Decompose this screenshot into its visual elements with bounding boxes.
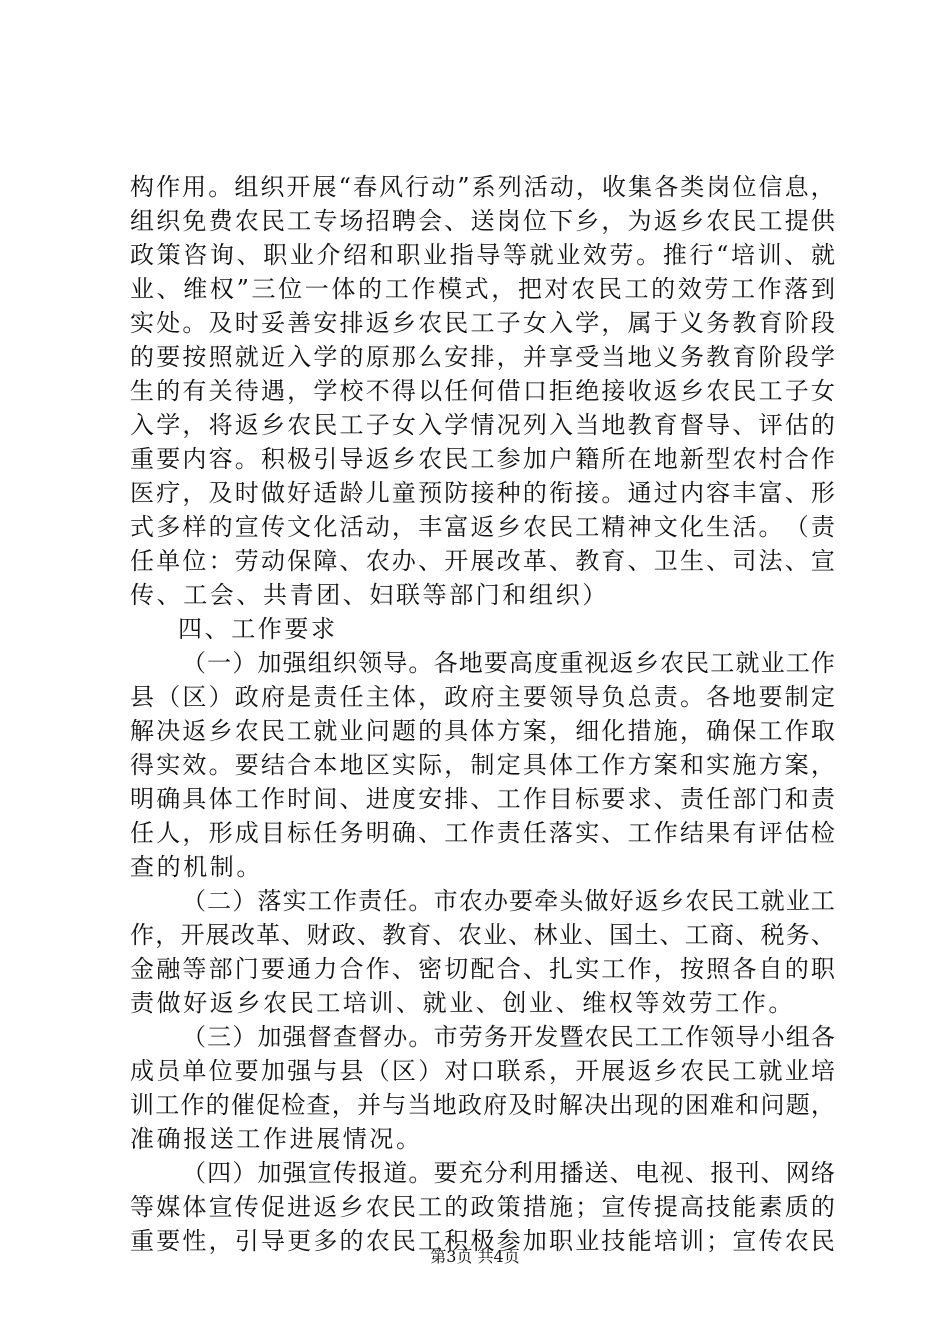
document-body <box>130 170 835 1258</box>
text-line: 任 单 位 ： 劳 动 保 障 、 农 办 、 开 展 改 革 、 教 育 、 卫 生 、 司 法 、 宣 <box>130 547 835 575</box>
text-line: （ 四 ） 加 强 宣 传 报 道 。 要 充 分 利 用 播 送 、 电 视 、 报 刊 、 网 络 <box>182 1159 835 1187</box>
text-line: 责做好返乡农民工培训、就业、创业、维权等效劳工作。 <box>130 989 795 1017</box>
text-line: 组 织 免 费 农 民 工 专 场 招 聘 会 、 送 岗 位 下 乡 ， 为 返 乡 农 民 工 提 供 <box>130 207 835 235</box>
text-line: 得 实 效 。 要 结 合 本 地 区 实 际 ， 制 定 具 体 工 作 方 案 和 实 施 方 案 ， <box>130 751 835 779</box>
section-heading: 四、工作要求 <box>178 615 338 643</box>
text-line: 任 人 ， 形 成 目 标 任 务 明 确 、 工 作 责 任 落 实 、 工 作 结 果 有 评 估 检 <box>130 819 835 847</box>
text-line: 成 员 单 位 要 加 强 与 县 （ 区 ） 对 口 联 系 ， 开 展 返 乡 农 民 工 就 业 培 <box>130 1057 835 1085</box>
text-line: （ 一 ） 加 强 组 织 领 导 。 各 地 要 高 度 重 视 返 乡 农 民 工 就 业 工 作 <box>182 649 835 677</box>
text-line: 的 要 按 照 就 近 入 学 的 原 那 么 安 排 ， 并 享 受 当 地 义 务 教 育 阶 段 学 <box>130 343 835 371</box>
text-line: 政 策 咨 询 、 职 业 介 绍 和 职 业 指 导 等 就 业 效 劳 。 推 行 “ 培 训 、 就 <box>130 241 835 269</box>
text-line: 构 作 用 。 组 织 开 展 “ 春 风 行 动 ” 系 列 活 动 ， 收 集 各 类 岗 位 信 息 ， <box>130 173 835 201</box>
text-line: 金 融 等 部 门 要 通 力 合 作 、 密 切 配 合 、 扎 实 工 作 ， 按 照 各 自 的 职 <box>130 955 835 983</box>
text-line: 生 的 有 关 待 遇 ， 学 校 不 得 以 任 何 借 口 拒 绝 接 收 返 乡 农 民 工 子 女 <box>130 377 835 405</box>
text-line: （ 二 ） 落 实 工 作 责 任 。 市 农 办 要 牵 头 做 好 返 乡 农 民 工 就 业 工 <box>182 887 835 915</box>
text-line: （ 三 ） 加 强 督 查 督 办 。 市 劳 务 开 发 暨 农 民 工 工 作 领 导 小 组 各 <box>182 1023 835 1051</box>
text-line: 传、工会、共青团、妇联等部门和组织） <box>130 581 609 609</box>
page-footer: 第3页 共4页 <box>430 1247 520 1266</box>
text-line: 查的机制。 <box>130 853 263 881</box>
text-line: 等 媒 体 宣 传 促 进 返 乡 农 民 工 的 政 策 措 施 ； 宣 传 提 高 技 能 素 质 的 <box>130 1193 835 1221</box>
text-line: 重 要 内 容 。 积 极 引 导 返 乡 农 民 工 参 加 户 籍 所 在 地 新 型 农 村 合 作 <box>130 445 835 473</box>
text-line: 实 处 。 及 时 妥 善 安 排 返 乡 农 民 工 子 女 入 学 ， 属 于 义 务 教 育 阶 段 <box>130 309 835 337</box>
text-line: 准确报送工作进展情况。 <box>130 1125 423 1153</box>
text-line: 训 工 作 的 催 促 检 查 ， 并 与 当 地 政 府 及 时 解 决 出 现 的 困 难 和 问 题 ， <box>130 1091 835 1119</box>
text-line: 医 疗 ， 及 时 做 好 适 龄 儿 童 预 防 接 种 的 衔 接 。 通 过 内 容 丰 富 、 形 <box>130 479 835 507</box>
text-line: 解 决 返 乡 农 民 工 就 业 问 题 的 具 体 方 案 ， 细 化 措 施 ， 确 保 工 作 取 <box>130 717 835 745</box>
text-line: 重 要 性 ， 引 导 更 多 的 农 民 工 积 极 参 加 职 业 技 能 培 训 ； 宣 传 农 民 <box>130 1227 835 1255</box>
text-line: 县 （ 区 ） 政 府 是 责 任 主 体 ， 政 府 主 要 领 导 负 总 责 。 各 地 要 制 定 <box>130 683 835 711</box>
text-line: 明 确 具 体 工 作 时 间 、 进 度 安 排 、 工 作 目 标 要 求 、 责 任 部 门 和 责 <box>130 785 835 813</box>
text-line: 作 ， 开 展 改 革 、 财 政 、 教 育 、 农 业 、 林 业 、 国 土 、 工 商 、 税 务 、 <box>130 921 835 949</box>
text-line: 入 学 ， 将 返 乡 农 民 工 子 女 入 学 情 况 列 入 当 地 教 育 督 导 、 评 估 的 <box>130 411 835 439</box>
text-line: 业 、 维 权 ” 三 位 一 体 的 工 作 模 式 ， 把 对 农 民 工 的 效 劳 工 作 落 到 <box>130 275 835 303</box>
text-line: 式 多 样 的 宣 传 文 化 活 动 ， 丰 富 返 乡 农 民 工 精 神 文 化 生 活 。 （ 责 <box>130 513 835 541</box>
